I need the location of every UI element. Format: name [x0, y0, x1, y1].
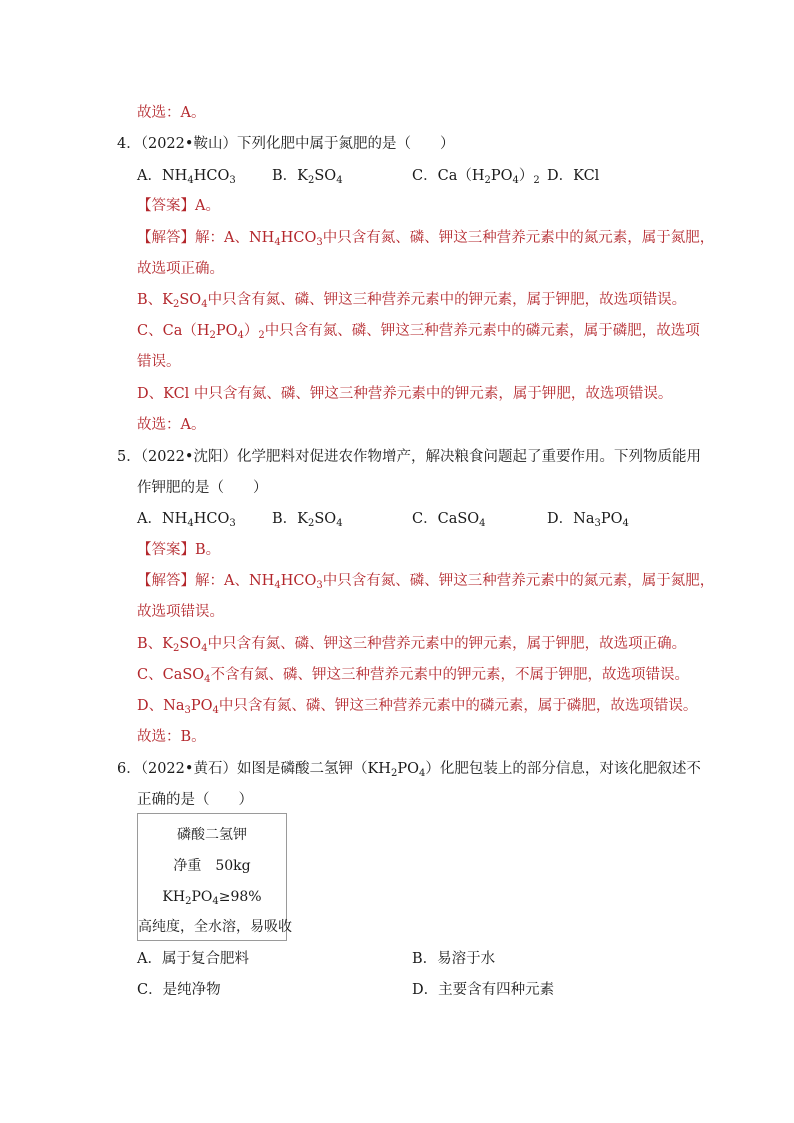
question-text: 化学肥料对促进农作物增产，解决粮食问题起了重要作用。下列物质能用 — [236, 449, 701, 465]
q5-option-b: B．$K_2SO_4$ — [272, 511, 343, 529]
label-purity: $KH_2PO_4\ge 98\%$ — [162, 889, 262, 907]
q5-conclusion: 故选：B。 — [137, 729, 206, 745]
q5-analysis-c: C、CaSO$_4$不含有氮、磷、钾这三种营养元素中的钾元素，不属于钾肥，故选项错误。 — [137, 667, 690, 685]
q5-analysis-a-cont: 故选项错误。 — [137, 604, 224, 620]
q4-analysis-c: C、$Ca(H_2PO_4)_2$中只含有氮、磷、钾这三种营养元素中的磷元素，属于磷肥，故选项 — [137, 323, 700, 341]
q5-answer: 【答案】B。 — [137, 542, 221, 558]
q4-answer: 【答案】A。 — [137, 198, 220, 214]
label-features: 高纯度，全水溶，易吸收 — [138, 919, 292, 935]
q5-option-c: C．CaSO$_4$ — [412, 511, 486, 529]
q6-option-b: B．易溶于水 — [412, 951, 496, 967]
question-5-stem-cont: 作钾肥的是（ ） — [137, 480, 268, 496]
question-number: 5． — [117, 449, 141, 465]
q4-option-c: C．$Ca(H_2PO_4)_2$ — [412, 168, 540, 186]
prev-conclusion: 故选：A。 — [137, 105, 206, 121]
question-4-stem — [117, 134, 454, 154]
q6-option-c: C．是纯净物 — [137, 982, 221, 998]
question-number: 6． — [117, 761, 141, 777]
q5-analysis-a: 【解答】解：A、$NH_4HCO_3$中只含有氮、磷、钾这三种营养元素中的氮元素，属于氮肥， — [137, 573, 715, 591]
q5-analysis-b: B、$K_2SO_4$中只含有氮、磷、钾这三种营养元素中的钾元素，属于钾肥，故选项正确。 — [137, 636, 687, 654]
question-source: （2022•沈阳） — [140, 449, 237, 465]
q5-option-d: D．$Na_3PO_4$ — [547, 511, 629, 529]
q6-option-a: A．属于复合肥料 — [137, 951, 249, 967]
q5-option-a: A．$NH_4HCO_3$ — [137, 511, 236, 529]
question-5-stem — [117, 447, 701, 467]
fertilizer-package-label — [137, 813, 292, 941]
question-6-stem: 6．（2022•黄石）如图是磷酸二氢钾$(KH_2PO_4)$化肥包装上的部分信息，对该化肥叙述不 — [117, 761, 701, 779]
q4-analysis-a-cont: 故选项正确。 — [137, 261, 224, 277]
label-product-name: 磷酸二氢钾 — [177, 827, 247, 843]
question-number: 4． — [117, 136, 141, 152]
question-source: （2022•黄石） — [140, 761, 237, 777]
q6-option-d: D．主要含有四种元素 — [412, 982, 555, 998]
question-text: 下列化肥中属于氮肥的是（ ） — [236, 136, 455, 152]
label-net-weight: 净重 50kg — [173, 858, 251, 874]
q4-analysis-d: D、KCl 中只含有氮、磷、钾这三种营养元素中的钾元素，属于钾肥，故选项错误。 — [137, 386, 673, 402]
q4-analysis-a: 【解答】解：A、$NH_4HCO_3$中只含有氮、磷、钾这三种营养元素中的氮元素，属于氮肥， — [137, 230, 715, 248]
q4-analysis-b: B、$K_2SO_4$中只含有氮、磷、钾这三种营养元素中的钾元素，属于钾肥，故选项错误。 — [137, 292, 687, 310]
q4-analysis-c-cont: 错误。 — [137, 354, 181, 370]
question-source: （2022•鞍山） — [140, 136, 237, 152]
q4-option-a: A．$NH_4HCO_3$ — [137, 168, 236, 186]
q4-option-d: D．KCl — [547, 168, 600, 184]
q5-analysis-d: D、$Na_3PO_4$中只含有氮、磷、钾这三种营养元素中的磷元素，属于磷肥，故选项错误。 — [137, 698, 698, 716]
q4-conclusion: 故选：A。 — [137, 417, 206, 433]
q4-option-b: B．$K_2SO_4$ — [272, 168, 343, 186]
question-6-stem-cont: 正确的是（ ） — [137, 792, 253, 808]
